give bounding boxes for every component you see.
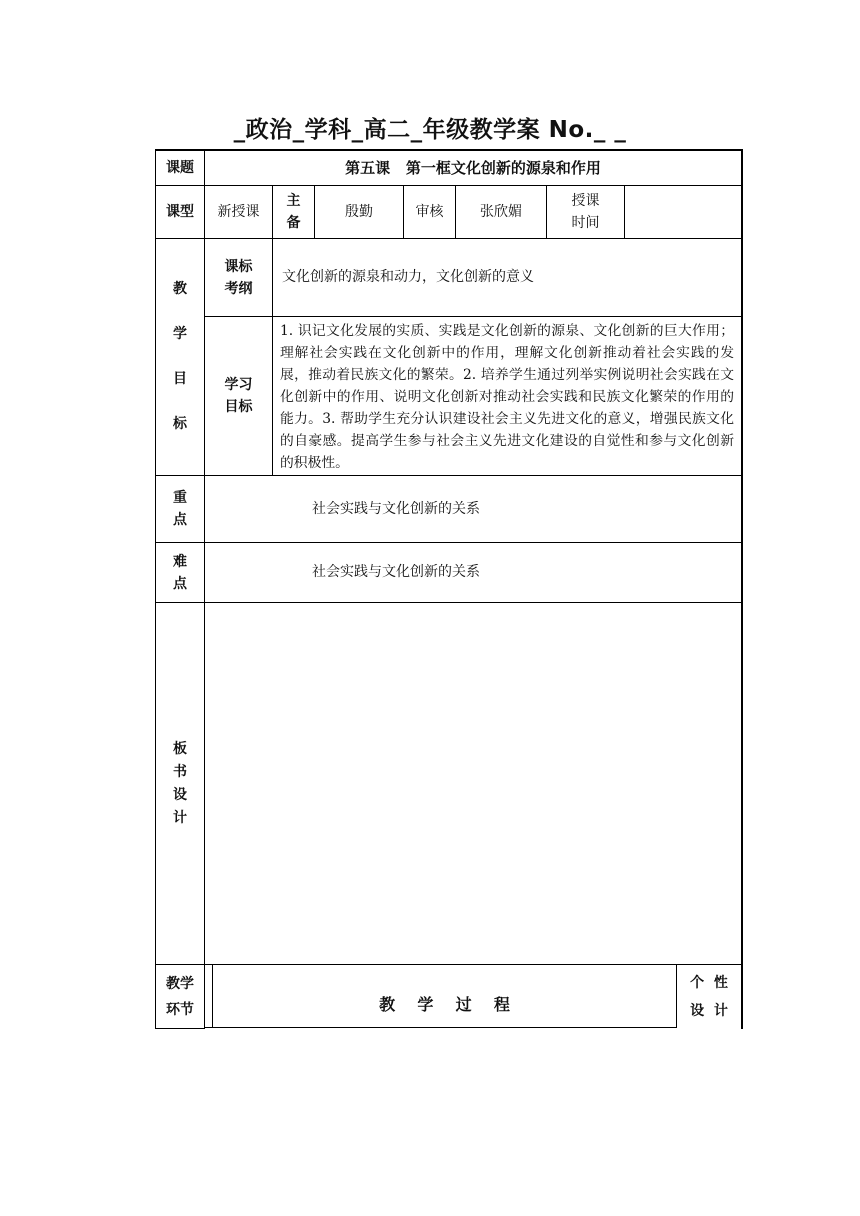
- topic-value: 第五课 第一框文化创新的源泉和作用: [345, 158, 601, 177]
- lesson-type-value: 新授课: [217, 203, 260, 220]
- teaching-process-heading: 教 学 过 程: [379, 995, 510, 1014]
- teaching-stage-label: 教学环节: [166, 975, 194, 1018]
- key-point-value: 社会实践与文化创新的关系: [312, 500, 480, 517]
- board-design-label: 板书设计: [173, 740, 187, 826]
- learning-goals-text: 1. 识记文化发展的实质、实践是文化创新的源泉、文化创新的巨大作用；理解社会实践在文化创新中的作用，理解文化创新推动着社会实践的发展，推动着民族文化的繁荣。2. 培养学生通过列举实例说明社会实践在文化创新中的作用、说明文化创新对推动社会实践和民族文化繁荣的作用的能力。3. 帮助学生充分认识建设社会主义先进文化的意义，增强民族文化的自豪感。提高学生参与社会主义先进文化建设的自觉性和参与文化创新的积极性。: [280, 323, 734, 471]
- objectives-label: 教学目标: [173, 281, 187, 432]
- lesson-type-label: 课型: [166, 203, 194, 220]
- difficult-point-value: 社会实践与文化创新的关系: [312, 564, 480, 580]
- page-title: _政治_学科_高二_年级教学案 No._ _: [233, 117, 627, 143]
- difficult-point-label: 难点: [173, 553, 187, 592]
- board-design-area: [205, 603, 741, 964]
- personal-design-label: 个 性 设 计: [690, 974, 728, 1019]
- reviewer-name: 张欣媚: [480, 203, 522, 220]
- host-label: 主备: [286, 193, 301, 231]
- time-value: [625, 186, 741, 238]
- key-point-label: 重点: [173, 490, 187, 528]
- time-label: 授课时间: [571, 193, 600, 231]
- topic-label: 课题: [166, 159, 194, 176]
- host-name: 殷勤: [345, 203, 373, 220]
- syllabus-value: 文化创新的源泉和动力，文化创新的意义: [282, 269, 534, 285]
- syllabus-label: 课标考纲: [224, 258, 253, 297]
- learning-goals-label: 学习目标: [224, 377, 253, 415]
- review-label: 审核: [415, 203, 444, 220]
